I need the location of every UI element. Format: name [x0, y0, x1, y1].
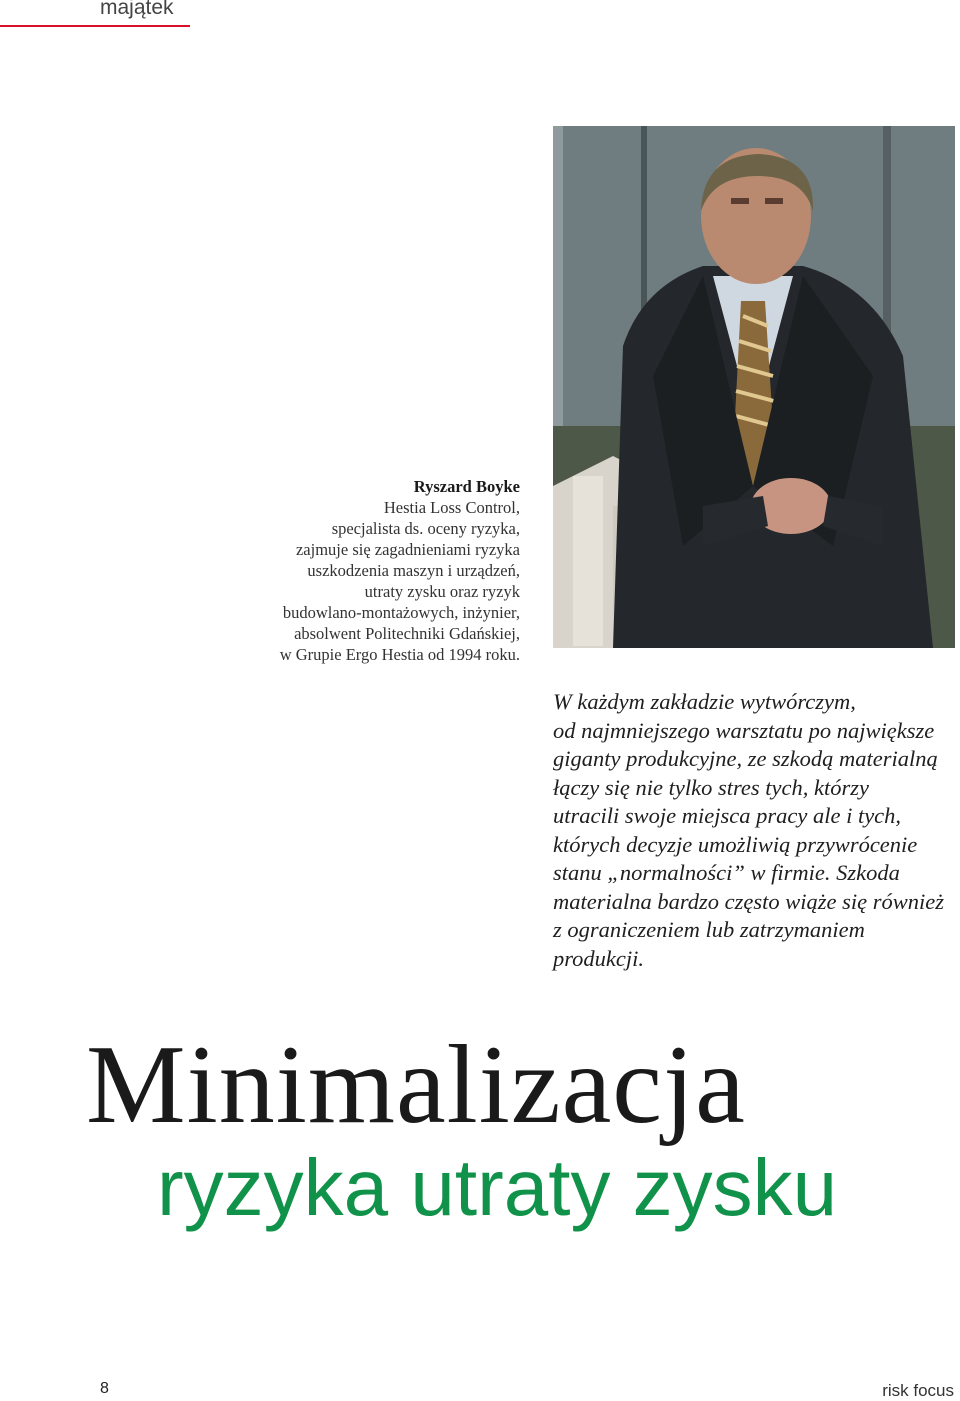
section-rule	[0, 25, 190, 27]
caption-line: uszkodzenia maszyn i urządzeń,	[307, 561, 520, 580]
caption-line: zajmuje się zagadnieniami ryzyka	[295, 540, 520, 559]
article-title: Minimalizacja	[86, 1023, 746, 1147]
caption-line: absolwent Politechniki Gdańskiej,	[294, 624, 520, 643]
page-number: 8	[100, 1380, 109, 1397]
magazine-name: risk focus	[882, 1381, 954, 1400]
caption-line: utraty zysku oraz ryzyk	[364, 582, 520, 601]
caption-line: w Grupie Ergo Hestia od 1994 roku.	[279, 645, 520, 664]
caption-line: specjalista ds. oceny ryzyka,	[331, 519, 520, 538]
portrait-illustration	[553, 126, 955, 648]
caption-name: Ryszard Boyke	[413, 477, 520, 496]
caption-line: budowlano-montażowych, inżynier,	[282, 603, 520, 622]
article-subtitle: ryzyka utraty zysku	[157, 1143, 838, 1232]
lead-paragraph: W każdym zakładzie wytwórczym, od najmniejszego warsztatu po największe giganty produkcyjne, ze szkodą materialną łączy się nie tylko stres tych, którzy utracili swoje miejsca pracy ale i tych, których decyzje umożliwią przywrócenie stanu „normalności” w firmie. Szkoda materialna bardzo często wiąże się również z ograniczeniem lub zatrzymaniem produkcji.	[553, 689, 945, 971]
section-tag: majątek	[100, 0, 174, 19]
caption-line: Hestia Loss Control,	[383, 498, 520, 517]
portrait-photo	[553, 126, 955, 648]
photo-caption	[200, 476, 520, 665]
